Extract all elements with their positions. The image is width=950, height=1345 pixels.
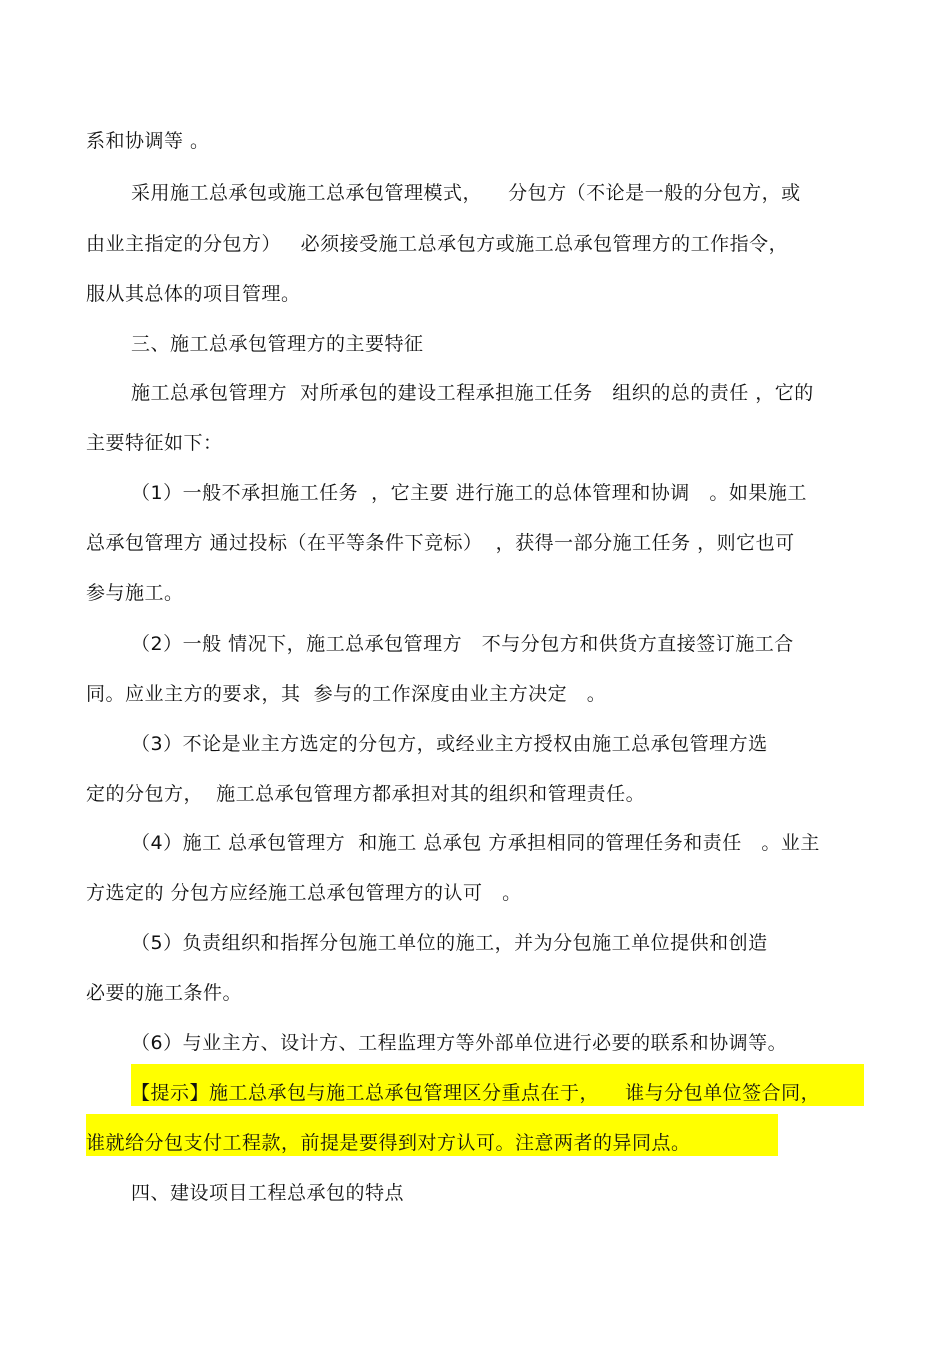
text-line: （5）负责组织和指挥分包施工单位的施工，并为分包施工单位提供和创造 [131, 932, 768, 954]
text-line: 方选定的 分包方应经施工总承包管理方的认可 。 [86, 882, 522, 904]
text-line: 系和协调等 。 [86, 130, 210, 152]
text-line: （6）与业主方、设计方、工程监理方等外部单位进行必要的联系和协调等。 [131, 1032, 788, 1054]
text-line: 必要的施工条件。 [86, 982, 243, 1004]
text-line: 采用施工总承包或施工总承包管理模式， 分包方（不论是一般的分包方，或 [131, 182, 801, 204]
text-line: 同。应业主方的要求，其 参与的工作深度由业主方决定 。 [86, 683, 607, 705]
section-heading: 四、建设项目工程总承包的特点 [131, 1182, 405, 1204]
text-line: 参与施工。 [86, 582, 184, 604]
text-line: 总承包管理方 通过投标（在平等条件下竞标） ，获得一部分施工任务 ，则它也可 [86, 532, 795, 554]
text-line: （1）一般不承担施工任务 ，它主要 进行施工的总体管理和协调 。如果施工 [131, 482, 807, 504]
text-line: （2）一般 情况下，施工总承包管理方 不与分包方和供货方直接签订施工合 [131, 633, 794, 655]
text-line: 施工总承包管理方 对所承包的建设工程承担施工任务 组织的总的责任 ，它的 [131, 382, 814, 404]
text-line: 服从其总体的项目管理。 [86, 283, 301, 305]
text-line: （4）施工 总承包管理方 和施工 总承包 方承担相同的管理任务和责任 。业主 [131, 832, 820, 854]
section-heading: 三、施工总承包管理方的主要特征 [131, 333, 424, 355]
tip-line: 谁就给分包支付工程款，前提是要得到对方认可。注意两者的异同点。 [86, 1132, 691, 1154]
text-line: 由业主指定的分包方） 必须接受施工总承包方或施工总承包管理方的工作指令， [86, 233, 789, 255]
text-line: 定的分包方， 施工总承包管理方都承担对其的组织和管理责任。 [86, 783, 646, 805]
text-line: 主要特征如下： [86, 432, 223, 454]
tip-line: 【提示】施工总承包与施工总承包管理区分重点在于， 谁与分包单位签合同， [131, 1082, 821, 1104]
text-line: （3）不论是业主方选定的分包方，或经业主方授权由施工总承包管理方选 [131, 733, 768, 755]
